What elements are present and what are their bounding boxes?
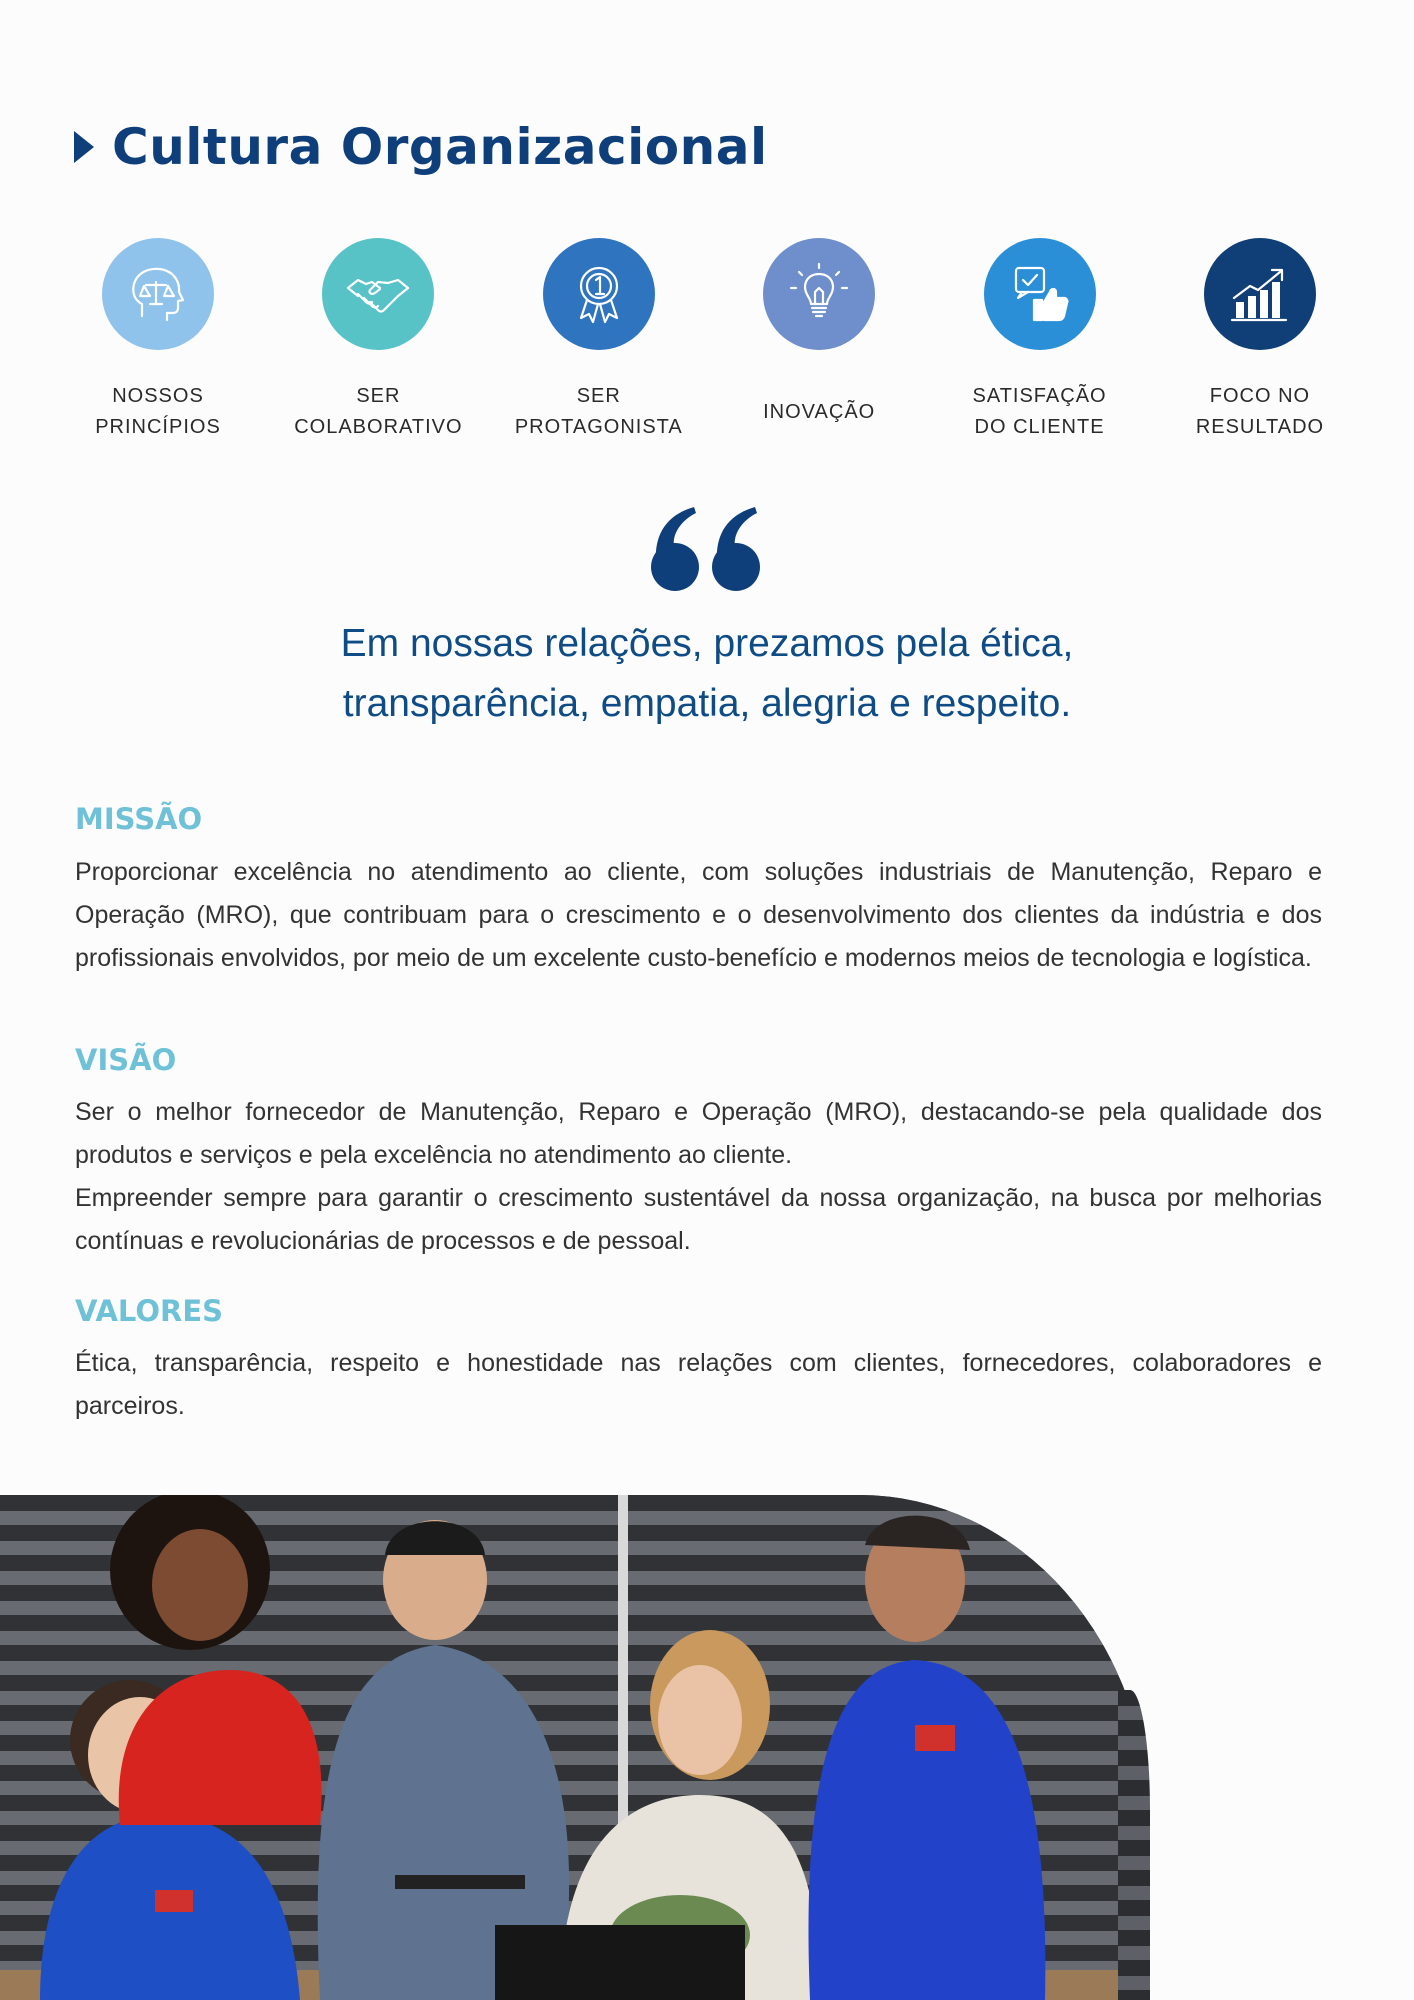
principle-item [940, 238, 1140, 444]
principle-label: FOCO NO RESULTADO [1195, 385, 1325, 438]
visao-paragraph: Ser o melhor fornecedor de Manutenção, Reparo e Operação (MRO), destacando-se pela qualidade dos produtos e serviços e pela excelência no atendimento ao cliente. [75, 1098, 1322, 1169]
visao-title: VISÃO [75, 1043, 177, 1077]
visao-text [75, 1091, 1322, 1263]
principle-item [499, 238, 699, 444]
principle-item [58, 238, 258, 444]
principle-item [719, 238, 919, 444]
principle-item [1160, 238, 1360, 444]
lightbulb-icon [763, 238, 875, 350]
principle-label: SER COLABORATIVO [294, 385, 463, 438]
growth-chart-icon [1204, 238, 1316, 350]
principles-row [58, 238, 1360, 444]
quote-line: Em nossas relações, prezamos pela ética, [340, 622, 1074, 665]
missao-text: Proporcionar excelência no atendimento ao cliente, com soluções industriais de Manutenção, Reparo e Operação (MRO), que contribuam para o crescimento e o desenvolvimento dos clientes da indústria e dos profissionais envolvidos, por meio de um excelente custo-benefício e modernos meios de tecnologia e logística. [75, 858, 1322, 972]
principle-label: SER PROTAGONISTA [514, 385, 683, 438]
principle-label: NOSSOS PRINCÍPIOS [95, 385, 221, 438]
team-photo [0, 1495, 1150, 2000]
principle-item [278, 238, 478, 444]
page-title: Cultura Organizacional [112, 118, 768, 176]
triangle-bullet-icon [74, 131, 94, 163]
justice-head-icon [102, 238, 214, 350]
photo-edge-decoration [1118, 1690, 1150, 2000]
principle-label: INOVAÇÃO [763, 400, 876, 423]
page-heading [74, 118, 768, 176]
valores-text: Ética, transparência, respeito e honestidade nas relações com clientes, fornecedores, colaboradores e parceiros. [75, 1349, 1322, 1420]
handshake-icon [322, 238, 434, 350]
principle-label: SATISFAÇÃO DO CLIENTE [972, 385, 1107, 438]
visao-paragraph: Empreender sempre para garantir o crescimento sustentável da nossa organização, na busca por melhorias contínuas e revolucionárias de processos e de pessoal. [75, 1184, 1322, 1255]
medal-icon [543, 238, 655, 350]
quote-line: transparência, empatia, alegria e respeito. [342, 682, 1072, 725]
quote-text [150, 614, 1264, 734]
thumbs-up-check-icon [984, 238, 1096, 350]
quote-icon [648, 505, 768, 595]
missao-title: MISSÃO [75, 802, 203, 836]
valores-title: VALORES [75, 1294, 224, 1328]
